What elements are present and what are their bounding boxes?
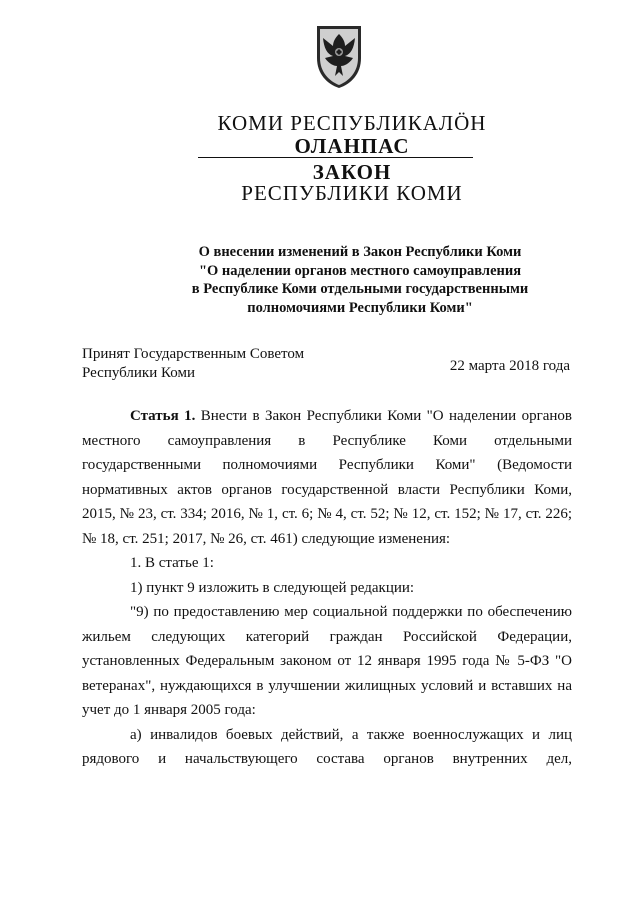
header-republic: РЕСПУБЛИКИ КОМИ — [241, 181, 463, 205]
subject-line-4: полномочиями Республики Коми" — [247, 299, 473, 316]
item-1-heading: 1. В статье 1: — [130, 555, 214, 571]
header-divider — [198, 157, 473, 158]
subject-line-1: О внесении изменений в Закон Республики Коми — [198, 244, 522, 260]
point-9-text: "9) по предоставлению мер социальной поддержки по обеспечению жильем следующих категорий граждан Российской Федерации, установленных Федеральным законом от 12 января 1995 года № 5-ФЗ "О ветеранах", нуждающихся в улучшении жилищных условий и вставших на учет до 1 января 2005 года: — [82, 604, 572, 718]
adopted-line-1: Принят Государственным Советом — [82, 346, 305, 362]
adopted-line-2: Республики Коми — [82, 365, 195, 381]
adopted-by — [82, 345, 304, 383]
komi-coat-of-arms-emblem — [311, 22, 367, 90]
subitem-1-heading: 1) пункт 9 изложить в следующей редакции: — [130, 579, 415, 596]
article-label: Статья 1. — [130, 408, 196, 424]
header-olanpas: ОЛАНПАС — [294, 134, 410, 158]
article-1-paragraph — [82, 404, 572, 551]
law-subject-title — [100, 243, 620, 317]
subject-line-2: "О наделении органов местного самоуправления — [198, 262, 522, 279]
header-komi-title: КОМИ РЕСПУБЛИКАЛÖН — [217, 111, 487, 135]
article-1-text: Внести в Закон Республики Коми "О наделении органов местного самоуправления в Республике Коми отдельными государственными полномочиями Республики Коми" (Ведомости нормативных актов органов государственной власти Республики Коми, 2015, № 23, ст. 334; 2016, № 1, ст. 6; № 4, ст. 52; № 12, ст. 152; № 17, ст. 226; № 18, ст. 251; 2017, № 26, ст. 461) следующие изменения: — [82, 408, 572, 547]
header-zakon: ЗАКОН — [312, 160, 392, 184]
subject-line-3: в Республике Коми отдельными государственными — [191, 281, 529, 297]
law-body — [82, 404, 572, 772]
point-a-text: а) инвалидов боевых действий, а также военнослужащих и лиц рядового и начальствующего состава органов внутренних дел, — [82, 726, 572, 767]
adoption-date: 22 марта 2018 года — [449, 358, 570, 374]
